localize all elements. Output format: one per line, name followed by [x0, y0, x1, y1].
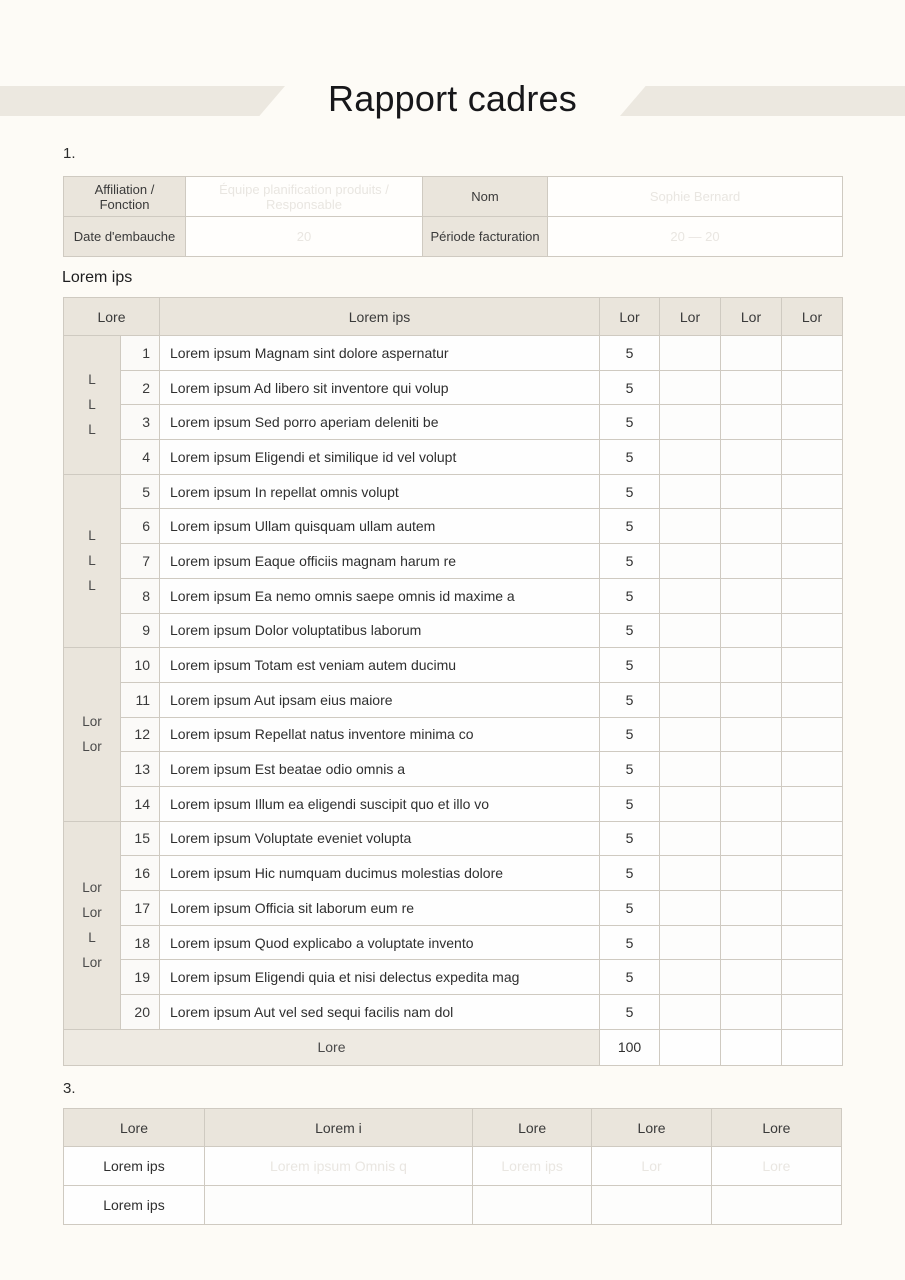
row-description[interactable]: Lorem ipsum Hic numquam ducimus molestias dolore: [160, 856, 600, 891]
table-row: [64, 925, 843, 960]
row-empty-cell[interactable]: [721, 440, 782, 475]
header-col-4: Lor: [660, 298, 721, 336]
row-empty-cell[interactable]: [660, 578, 721, 613]
row-empty-cell[interactable]: [660, 474, 721, 509]
table-row: [64, 1147, 842, 1186]
row-index: 6: [121, 509, 160, 544]
row-empty-cell[interactable]: [782, 891, 843, 926]
table-row: [64, 544, 843, 579]
table-row: [64, 682, 843, 717]
total-empty-cell: [782, 1029, 843, 1065]
nom-value[interactable]: Sophie Bernard: [548, 177, 843, 217]
row-empty-cell[interactable]: [660, 544, 721, 579]
table-row: [64, 217, 843, 257]
row-index: 18: [121, 925, 160, 960]
row-description[interactable]: Lorem ipsum Ad libero sit inventore qui volup: [160, 370, 600, 405]
row-empty-cell[interactable]: [660, 960, 721, 995]
row-empty-cell[interactable]: [782, 648, 843, 683]
row-value[interactable]: 5: [600, 821, 660, 856]
footer-cell[interactable]: [592, 1186, 711, 1225]
row-value[interactable]: 5: [600, 405, 660, 440]
row-index: 12: [121, 717, 160, 752]
periode-facturation-value[interactable]: 20 — 20: [548, 217, 843, 257]
group-cell: Lor Lor L Lor: [64, 821, 121, 1029]
row-empty-cell[interactable]: [721, 995, 782, 1030]
row-value[interactable]: 5: [600, 752, 660, 787]
footer-cell[interactable]: [711, 1186, 841, 1225]
row-empty-cell[interactable]: [660, 613, 721, 648]
row-description[interactable]: Lorem ipsum Ullam quisquam ullam autem: [160, 509, 600, 544]
row-index: 10: [121, 648, 160, 683]
row-index: 19: [121, 960, 160, 995]
row-empty-cell[interactable]: [660, 856, 721, 891]
date-embauche-label: Date d'embauche: [64, 217, 186, 257]
header-col-6: Lor: [782, 298, 843, 336]
footer-cell[interactable]: Lore: [711, 1147, 841, 1186]
row-value[interactable]: 5: [600, 544, 660, 579]
row-empty-cell[interactable]: [782, 821, 843, 856]
affiliation-label: Affiliation / Fonction: [64, 177, 186, 217]
row-empty-cell[interactable]: [660, 682, 721, 717]
row-description[interactable]: Lorem ipsum Eligendi quia et nisi delectus expedita mag: [160, 960, 600, 995]
table-row: [64, 856, 843, 891]
row-index: 9: [121, 613, 160, 648]
main-table-header-row: [64, 298, 843, 336]
row-description[interactable]: Lorem ipsum Totam est veniam autem ducimu: [160, 648, 600, 683]
row-value[interactable]: 5: [600, 336, 660, 371]
periode-facturation-label: Période facturation: [423, 217, 548, 257]
row-value[interactable]: 5: [600, 370, 660, 405]
total-label: Lore: [64, 1029, 600, 1065]
table-row: [64, 509, 843, 544]
row-index: 11: [121, 682, 160, 717]
total-value: 100: [600, 1029, 660, 1065]
row-value[interactable]: 5: [600, 891, 660, 926]
footer-cell[interactable]: [204, 1186, 472, 1225]
table-row: [64, 752, 843, 787]
row-value[interactable]: 5: [600, 474, 660, 509]
row-empty-cell[interactable]: [782, 405, 843, 440]
row-empty-cell[interactable]: [782, 960, 843, 995]
row-description[interactable]: Lorem ipsum Eligendi et similique id vel volupt: [160, 440, 600, 475]
row-value[interactable]: 5: [600, 440, 660, 475]
row-description[interactable]: Lorem ipsum Est beatae odio omnis a: [160, 752, 600, 787]
row-empty-cell[interactable]: [721, 578, 782, 613]
table-row: [64, 960, 843, 995]
row-value[interactable]: 5: [600, 509, 660, 544]
row-empty-cell[interactable]: [721, 891, 782, 926]
row-empty-cell[interactable]: [782, 613, 843, 648]
row-empty-cell[interactable]: [721, 960, 782, 995]
table-row: [64, 440, 843, 475]
row-empty-cell[interactable]: [721, 474, 782, 509]
footer-cell[interactable]: Lorem ips: [64, 1186, 205, 1225]
row-empty-cell[interactable]: [660, 717, 721, 752]
row-empty-cell[interactable]: [782, 474, 843, 509]
row-value[interactable]: 5: [600, 995, 660, 1030]
table-row: [64, 177, 843, 217]
table-row: [64, 648, 843, 683]
row-empty-cell[interactable]: [660, 995, 721, 1030]
row-empty-cell[interactable]: [660, 786, 721, 821]
row-index: 13: [121, 752, 160, 787]
row-empty-cell[interactable]: [660, 336, 721, 371]
nom-label: Nom: [423, 177, 548, 217]
row-empty-cell[interactable]: [721, 613, 782, 648]
row-description[interactable]: Lorem ipsum Ea nemo omnis saepe omnis id maxime a: [160, 578, 600, 613]
row-index: 2: [121, 370, 160, 405]
total-empty-cell: [660, 1029, 721, 1065]
affiliation-value[interactable]: Équipe planification produits / Responsable: [186, 177, 423, 217]
row-empty-cell[interactable]: [782, 544, 843, 579]
table-row: [64, 786, 843, 821]
footer-header-2: Lore: [472, 1109, 591, 1147]
row-empty-cell[interactable]: [782, 786, 843, 821]
footer-cell[interactable]: Lorem ips: [64, 1147, 205, 1186]
row-empty-cell[interactable]: [782, 995, 843, 1030]
table-row: [64, 613, 843, 648]
identity-table: [63, 176, 843, 257]
row-empty-cell[interactable]: [721, 786, 782, 821]
row-empty-cell[interactable]: [782, 578, 843, 613]
row-index: 20: [121, 995, 160, 1030]
row-empty-cell[interactable]: [721, 856, 782, 891]
row-description[interactable]: Lorem ipsum Repellat natus inventore minima co: [160, 717, 600, 752]
section-2-subtitle: Lorem ips: [62, 269, 133, 286]
row-empty-cell[interactable]: [721, 682, 782, 717]
header-col-5: Lor: [721, 298, 782, 336]
row-value[interactable]: 5: [600, 682, 660, 717]
footer-cell[interactable]: Lor: [592, 1147, 711, 1186]
group-cell: L L L: [64, 474, 121, 647]
page-title: Rapport cadres: [328, 78, 577, 119]
row-index: 17: [121, 891, 160, 926]
row-index: 4: [121, 440, 160, 475]
row-empty-cell[interactable]: [721, 336, 782, 371]
row-empty-cell[interactable]: [782, 925, 843, 960]
row-index: 14: [121, 786, 160, 821]
footer-header-0: Lore: [64, 1109, 205, 1147]
row-empty-cell[interactable]: [660, 370, 721, 405]
table-row: [64, 474, 843, 509]
total-row: [64, 1029, 843, 1065]
row-empty-cell[interactable]: [721, 752, 782, 787]
main-table: [63, 297, 843, 1066]
row-empty-cell[interactable]: [721, 925, 782, 960]
row-value[interactable]: 5: [600, 786, 660, 821]
row-index: 7: [121, 544, 160, 579]
row-empty-cell[interactable]: [721, 509, 782, 544]
row-value[interactable]: 5: [600, 925, 660, 960]
table-row: [64, 821, 843, 856]
table-row: [64, 336, 843, 371]
row-empty-cell[interactable]: [721, 648, 782, 683]
row-empty-cell[interactable]: [721, 544, 782, 579]
footer-table: [63, 1108, 842, 1225]
footer-cell[interactable]: [472, 1186, 591, 1225]
header-description: Lorem ips: [160, 298, 600, 336]
row-description[interactable]: Lorem ipsum Voluptate eveniet volupta: [160, 821, 600, 856]
header-value: Lor: [600, 298, 660, 336]
footer-cell[interactable]: Lorem ips: [472, 1147, 591, 1186]
table-row: [64, 995, 843, 1030]
date-embauche-value[interactable]: 20: [186, 217, 423, 257]
total-empty-cell: [721, 1029, 782, 1065]
table-row: [64, 370, 843, 405]
footer-header-3: Lore: [592, 1109, 711, 1147]
row-description[interactable]: Lorem ipsum In repellat omnis volupt: [160, 474, 600, 509]
row-value[interactable]: 5: [600, 613, 660, 648]
footer-cell[interactable]: Lorem ipsum Omnis q: [204, 1147, 472, 1186]
table-row: [64, 717, 843, 752]
section-3-number: 3.: [63, 1080, 76, 1097]
row-index: 8: [121, 578, 160, 613]
row-empty-cell[interactable]: [660, 821, 721, 856]
row-description[interactable]: Lorem ipsum Illum ea eligendi suscipit quo et illo vo: [160, 786, 600, 821]
row-empty-cell[interactable]: [782, 856, 843, 891]
footer-header-1: Lorem i: [204, 1109, 472, 1147]
table-row: [64, 1186, 842, 1225]
row-empty-cell[interactable]: [660, 891, 721, 926]
row-empty-cell[interactable]: [782, 682, 843, 717]
table-row: [64, 891, 843, 926]
row-empty-cell[interactable]: [782, 336, 843, 371]
row-empty-cell[interactable]: [660, 509, 721, 544]
row-empty-cell[interactable]: [782, 752, 843, 787]
row-description[interactable]: Lorem ipsum Sed porro aperiam deleniti be: [160, 405, 600, 440]
row-index: 3: [121, 405, 160, 440]
row-description[interactable]: Lorem ipsum Dolor voluptatibus laborum: [160, 613, 600, 648]
row-value[interactable]: 5: [600, 578, 660, 613]
row-description[interactable]: Lorem ipsum Aut vel sed sequi facilis nam dol: [160, 995, 600, 1030]
row-index: 5: [121, 474, 160, 509]
row-value[interactable]: 5: [600, 648, 660, 683]
row-index: 15: [121, 821, 160, 856]
row-empty-cell[interactable]: [782, 717, 843, 752]
row-empty-cell[interactable]: [660, 405, 721, 440]
row-index: 16: [121, 856, 160, 891]
row-description[interactable]: Lorem ipsum Quod explicabo a voluptate invento: [160, 925, 600, 960]
footer-header-4: Lore: [711, 1109, 841, 1147]
group-cell: L L L: [64, 336, 121, 475]
row-empty-cell[interactable]: [721, 405, 782, 440]
row-value[interactable]: 5: [600, 856, 660, 891]
row-description[interactable]: Lorem ipsum Magnam sint dolore aspernatur: [160, 336, 600, 371]
row-description[interactable]: Lorem ipsum Eaque officiis magnam harum re: [160, 544, 600, 579]
row-index: 1: [121, 336, 160, 371]
row-empty-cell[interactable]: [721, 717, 782, 752]
row-value[interactable]: 5: [600, 717, 660, 752]
row-empty-cell[interactable]: [782, 440, 843, 475]
header-group: Lore: [64, 298, 160, 336]
row-empty-cell[interactable]: [782, 509, 843, 544]
row-description[interactable]: Lorem ipsum Officia sit laborum eum re: [160, 891, 600, 926]
row-empty-cell[interactable]: [721, 821, 782, 856]
table-row: [64, 578, 843, 613]
row-empty-cell[interactable]: [660, 925, 721, 960]
row-empty-cell[interactable]: [782, 370, 843, 405]
section-1-number: 1.: [63, 145, 76, 162]
table-row: [64, 405, 843, 440]
row-value[interactable]: 5: [600, 960, 660, 995]
row-empty-cell[interactable]: [721, 370, 782, 405]
group-cell: Lor Lor: [64, 648, 121, 821]
footer-table-header-row: [64, 1109, 842, 1147]
row-empty-cell[interactable]: [660, 648, 721, 683]
row-empty-cell[interactable]: [660, 752, 721, 787]
row-empty-cell[interactable]: [660, 440, 721, 475]
row-description[interactable]: Lorem ipsum Aut ipsam eius maiore: [160, 682, 600, 717]
